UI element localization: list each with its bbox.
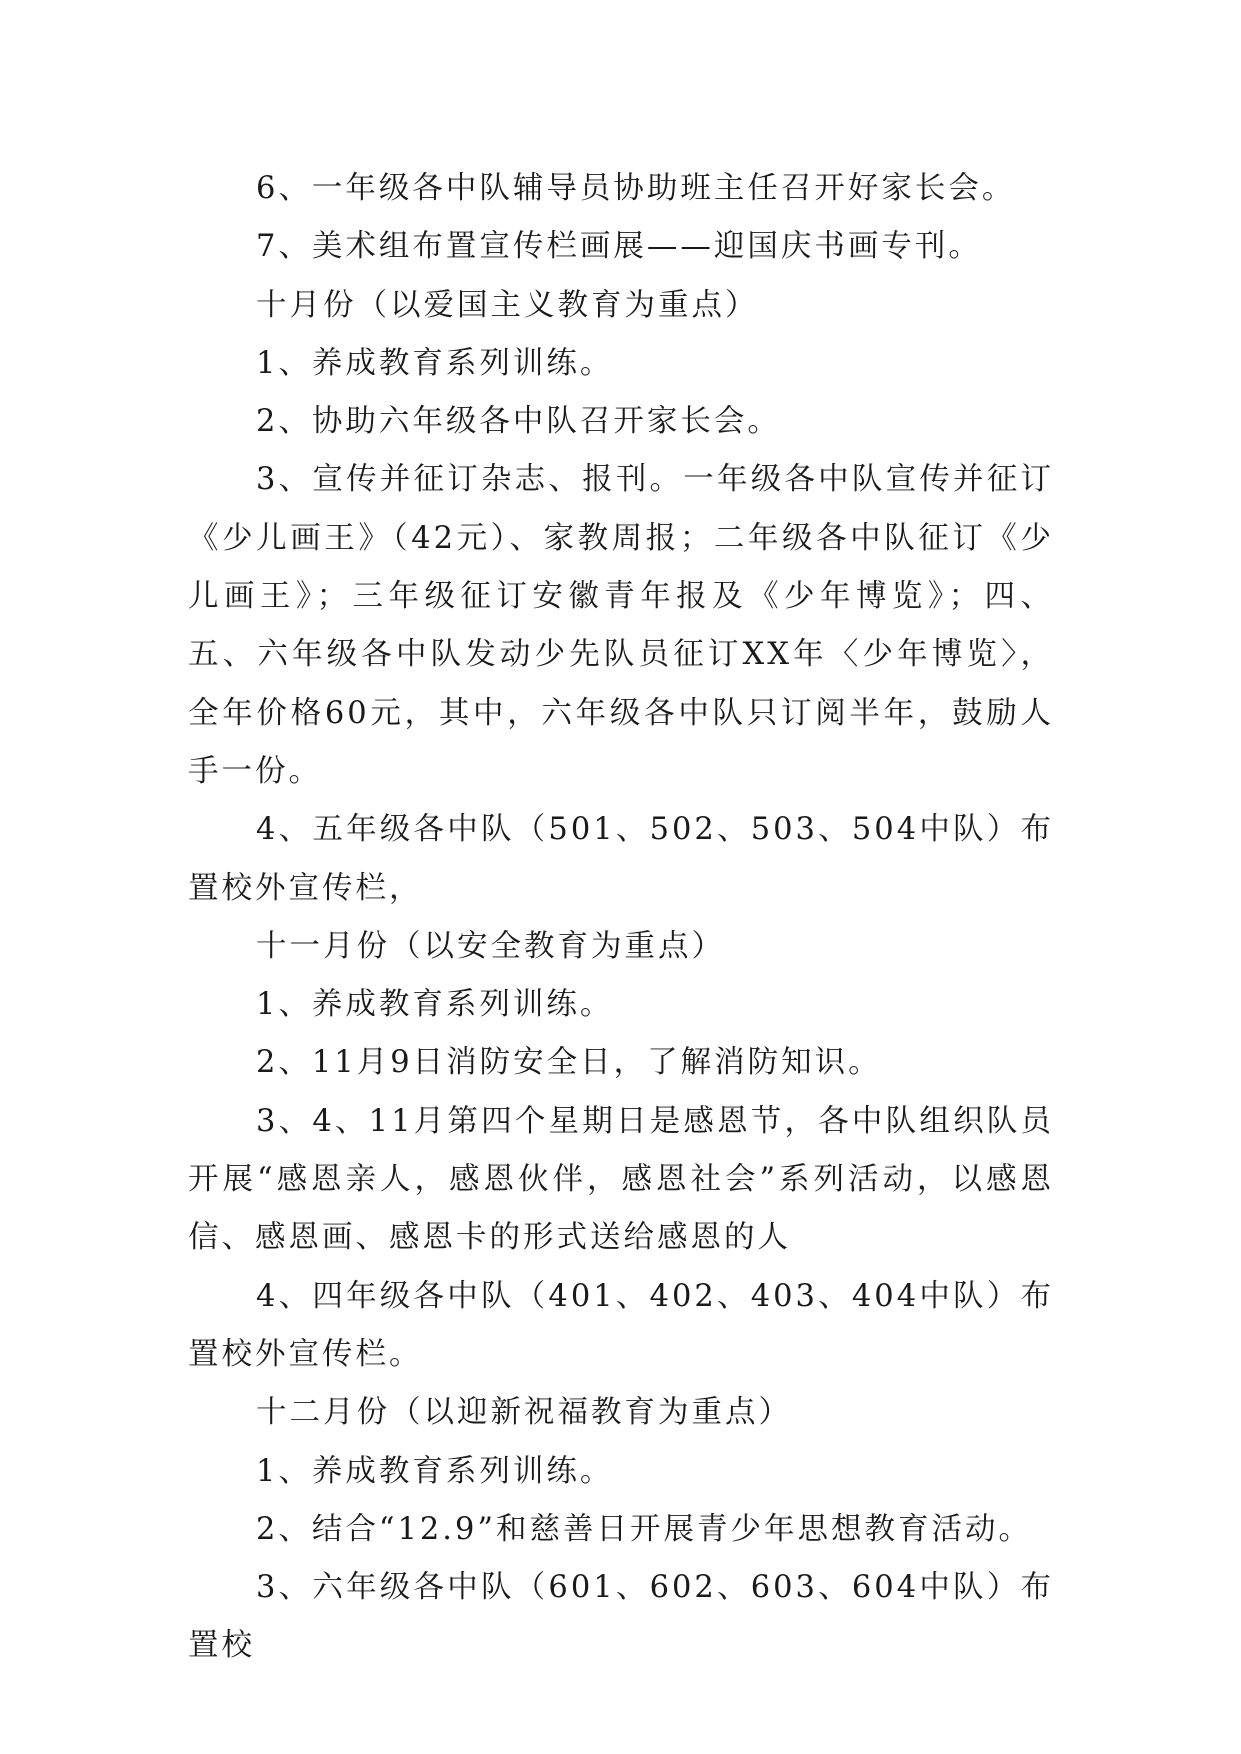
paragraph-nov-item-3: 3、4、11月第四个星期日是感恩节，各中队组织队员开展“感恩亲人，感恩伙伴，感恩社会”系列活动，以感恩信、感恩画、感恩卡的形式送给感恩的人 xyxy=(188,1103,1054,1256)
paragraph-item-7-art-exhibition: 7、美术组布置宣传栏画展——迎国庆书画专刊。 xyxy=(256,229,982,265)
paragraph-nov-item-2: 2、11月9日消防安全日，了解消防知识。 xyxy=(256,1045,882,1081)
document-body xyxy=(188,160,1054,1676)
section-heading-october: 十月份（以爱国主义教育为重点） xyxy=(256,287,759,323)
paragraph-nov-item-1: 1、养成教育系列训练。 xyxy=(256,987,614,1023)
paragraph-dec-item-1: 1、养成教育系列训练。 xyxy=(256,1453,614,1489)
section-heading-november: 十一月份（以安全教育为重点） xyxy=(256,928,725,964)
section-heading-december: 十二月份（以迎新祝福教育为重点） xyxy=(256,1395,792,1431)
paragraph-oct-item-2: 2、协助六年级各中队召开家长会。 xyxy=(256,404,781,440)
paragraph-oct-item-3: 3、宣传并征订杂志、报刊。一年级各中队宣传并征订《少儿画王》（42元）、家教周报；二年级各中队征订《少儿画王》；三年级征订安徽青年报及《少年博览》；四、五、六年级各中队发动少先队员征订XX年〈少年博览〉，全年价格60元，其中，六年级各中队只订阅半年，鼓励人手一份。 xyxy=(188,462,1054,789)
paragraph-oct-item-1: 1、养成教育系列训练。 xyxy=(256,345,614,381)
paragraph-nov-item-4: 4、四年级各中队（401、402、403、404中队）布置校外宣传栏。 xyxy=(188,1278,1054,1372)
paragraph-item-6-parent-meeting: 6、一年级各中队辅导员协助班主任召开好家长会。 xyxy=(256,171,1016,206)
paragraph-dec-item-2: 2、结合“12.9”和慈善日开展青少年思想教育活动。 xyxy=(256,1511,1032,1547)
paragraph-dec-item-3: 3、六年级各中队（601、602、603、604中队）布置校 xyxy=(188,1570,1054,1664)
paragraph-oct-item-4: 4、五年级各中队（501、502、503、504中队）布置校外宣传栏， xyxy=(188,812,1054,906)
